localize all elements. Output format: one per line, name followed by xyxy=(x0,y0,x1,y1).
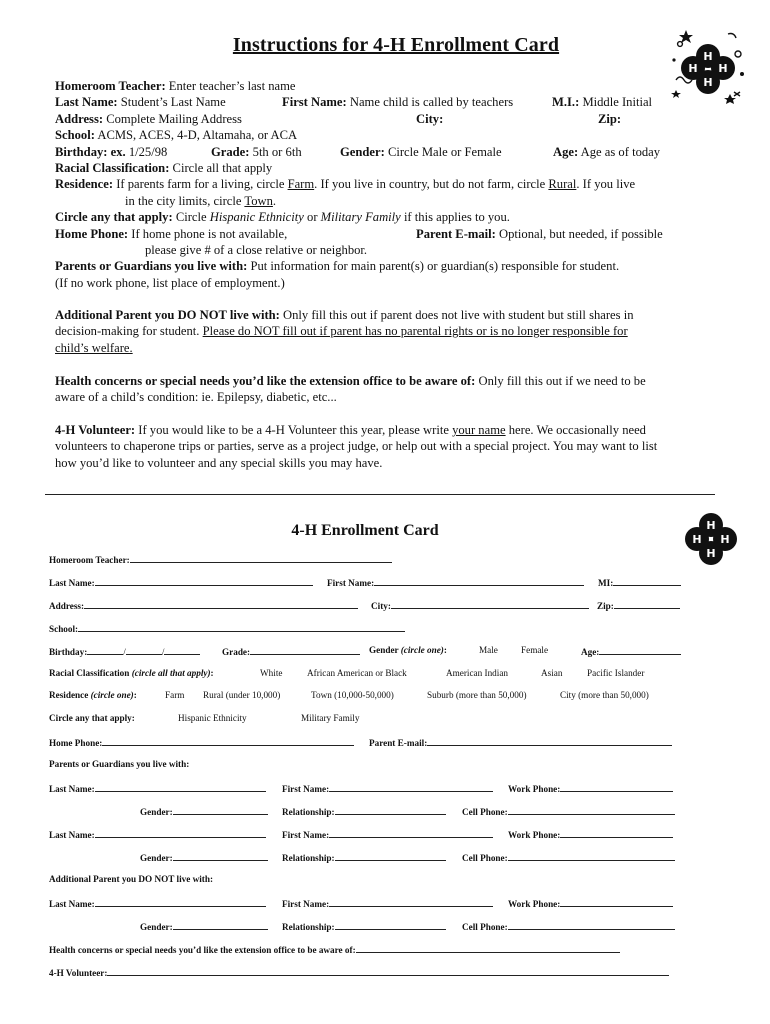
instr-residence: Residence: If parents farm for a living, circle Farm. If you live in country, but do not farm, circle Rural. If you live xyxy=(55,177,636,192)
birth-year-field[interactable] xyxy=(164,645,200,655)
parent2-first-name-field[interactable] xyxy=(329,828,493,838)
instr-parents: Parents or Guardians you live with: Put information for main parent(s) or guardian(s) responsible for student. xyxy=(55,259,620,274)
birth-month-field[interactable] xyxy=(87,645,123,655)
home-phone-field[interactable] xyxy=(102,736,354,746)
city-field[interactable] xyxy=(391,599,589,609)
racial-option-black[interactable]: African American or Black xyxy=(307,668,407,678)
instr-school: School: ACMS, ACES, 4-D, Altamaha, or ACA xyxy=(55,128,298,143)
instr-parents-cont: (If no work phone, list place of employment.) xyxy=(55,275,285,290)
residence-option-town[interactable]: Town (10,000-50,000) xyxy=(311,690,394,700)
section-divider xyxy=(45,494,715,495)
additional-work-phone-field[interactable] xyxy=(560,897,673,907)
last-name-field[interactable] xyxy=(95,576,313,586)
option-military-family[interactable]: Military Family xyxy=(301,713,360,723)
instr-health: Health concerns or special needs you’d like the extension office to be aware of: Only fill this out if we need to be aware of a child’s condition: ie. Epilepsy, diabetic, etc... xyxy=(55,374,646,405)
school-field[interactable] xyxy=(78,622,405,632)
gender-option-female[interactable]: Female xyxy=(521,645,549,655)
instr-additional-parent: Additional Parent you DO NOT live with: Only fill this out if parent does not live with student but still shares in decision-making for student. Please do NOT fill out if parent has no parental rights or is no longer responsible for child’s welfare. xyxy=(55,308,634,355)
instructions-title: Instructions for 4-H Enrollment Card xyxy=(232,34,560,56)
parent1-last-name-field[interactable] xyxy=(95,782,266,792)
svg-text:H: H xyxy=(692,533,702,546)
racial-option-pacific-islander[interactable]: Pacific Islander xyxy=(587,668,645,678)
parent2-cell-phone-field[interactable] xyxy=(508,851,675,861)
svg-text:H: H xyxy=(688,62,698,75)
parent-email-field[interactable] xyxy=(427,736,672,746)
address-field[interactable] xyxy=(84,599,358,609)
svg-text:H: H xyxy=(703,50,713,63)
parent2-work-phone-field[interactable] xyxy=(560,828,673,838)
parent2-last-name-field[interactable] xyxy=(95,828,266,838)
parent2-gender-field[interactable] xyxy=(173,851,268,861)
instr-address: Address: Complete Mailing Address City: Zip: xyxy=(55,111,622,126)
residence-option-farm[interactable]: Farm xyxy=(165,690,185,700)
volunteer-field[interactable] xyxy=(107,966,669,976)
instructions-block xyxy=(55,78,725,291)
zip-field[interactable] xyxy=(614,599,680,609)
svg-text:H: H xyxy=(706,519,716,532)
parent2-relationship-field[interactable] xyxy=(335,851,446,861)
parent1-cell-phone-field[interactable] xyxy=(508,805,675,815)
instr-volunteer: 4-H Volunteer: If you would like to be a 4-H Volunteer this year, please write your name here. We occasionally need volunteers to chaperone trips or parties, serve as a project judge, or help out with a special project. You may want to list how you’d like to volunteer and any special skills you may have. xyxy=(55,423,658,470)
age-field[interactable] xyxy=(599,645,681,655)
mi-field[interactable] xyxy=(613,576,681,586)
instr-racial: Racial Classification: Circle all that apply xyxy=(55,160,273,175)
additional-gender-field[interactable] xyxy=(173,920,268,930)
svg-text:H: H xyxy=(703,76,713,89)
additional-relationship-field[interactable] xyxy=(335,920,446,930)
instr-home-phone: Home Phone: If home phone is not available, Parent E-mail: Optional, but needed, if possible xyxy=(55,226,663,241)
residence-option-city[interactable]: City (more than 50,000) xyxy=(560,690,649,700)
homeroom-teacher-field[interactable] xyxy=(130,553,392,563)
instr-homeroom: Homeroom Teacher: Enter teacher’s last name xyxy=(55,79,296,93)
parent1-gender-field[interactable] xyxy=(173,805,268,815)
birth-day-field[interactable] xyxy=(126,645,162,655)
health-concerns-field[interactable] xyxy=(356,943,620,953)
parent1-work-phone-field[interactable] xyxy=(560,782,673,792)
card-title: 4-H Enrollment Card xyxy=(291,522,439,539)
enrollment-document: H H H H Instructions for 4-H Enrollment Card Homeroom Teacher: Enter teacher’s last name Last Name: Student’s Last Name First Name: Name child is called by teachers M.I.: Middle Initial Address: Complete Mailing Address City: Zip: School: ACMS, ACES, 4-D, Altamaha, or ACA Birthday: ex. 1/25/98 Grade: 5th or 6th Gender: Circle Male or Female Age: Age as of today Racial Classification: Circle all that apply Residence: If parents farm for a living, circle Farm. If you live in country, but do not farm, circle Rural. If you live in the city limits, circle Town. Circle any that apply: Circle Hispanic Ethnicity or Military Family if this applies to you. Home Phone: If home phone is not available, Parent E-mail: Optional, but needed, if possible please give # of a close relative or neighbor. Parents or Guardians you live with: Put information for main parent(s) or guardian(s) responsible for student. (If no work phone, list place of employment.) Additional Parent you DO NOT live with: Only fill this out if parent does not live with student but still shares in decision-making for student. Please do NOT fill out if parent has no parental rights or is no longer responsible for child’s welfare. Health concerns or special needs you’d like the extension office to be aware of: Only fill this out if we need to be aware of a child’s condition: ie. Epilepsy, diabetic, etc... 4-H Volunteer: If you would like to be a 4-H Volunteer this year, please write your name here. We occasionally need volunteers to chaperone trips or parties, serve as a project judge, or help out with a special project. You may want to list how you’d like to volunteer and any special skills you may have. H H H H 4-H Enrollment Card Homeroom Teacher: Last Name: First Name: MI: Address: City: Zip: School: Birthday: / / Grade: Gender (circle one): Male Female Age: Racial Classification (circle all that apply): White African American or Black American Indian Asian Pacific Islander Residence (circle one): Farm Rural (under 10,000) Town (10,000-50,000) Suburb (more than 50,000) City (more than 50,000) Circle any that apply: Hispanic Ethnicity Military Family Home Phone: Parent E-mail: Parents or Guardians you live with: Last Name: First Name: Work Phone: Gender: Relationship: Cell Phone: Last Name: First Name: Work Phone: Gender: Relationship: Cell Phone: Additional Parent you DO NOT live with: Last Name: First Name: Work Phone: Gender: Relationship: Cell Phone: Health concerns or special needs you’d like the extension office to be aware of: 4-H Volunteer: xyxy=(0,0,770,1024)
instr-birthday: Birthday: ex. 1/25/98 Grade: 5th or 6th Gender: Circle Male or Female Age: Age as of today xyxy=(55,144,661,159)
racial-option-american-indian[interactable]: American Indian xyxy=(446,668,508,678)
parent1-relationship-field[interactable] xyxy=(335,805,446,815)
first-name-field[interactable] xyxy=(374,576,584,586)
instr-names: Last Name: Student’s Last Name First Name: Name child is called by teachers M.I.: Middle Initial xyxy=(55,95,653,110)
svg-text:H: H xyxy=(720,533,730,546)
instr-residence-cont: in the city limits, circle Town. xyxy=(125,193,277,208)
svg-text:H: H xyxy=(718,62,728,75)
racial-option-white[interactable]: White xyxy=(260,668,283,678)
residence-option-rural[interactable]: Rural (under 10,000) xyxy=(203,690,281,700)
additional-first-name-field[interactable] xyxy=(329,897,493,907)
grade-field[interactable] xyxy=(250,645,360,655)
instr-circle: Circle any that apply: Circle Hispanic Ethnicity or Military Family if this applies to you. xyxy=(55,210,510,225)
parent1-first-name-field[interactable] xyxy=(329,782,493,792)
additional-last-name-field[interactable] xyxy=(95,897,266,907)
gender-option-male[interactable]: Male xyxy=(479,645,498,655)
option-hispanic-ethnicity[interactable]: Hispanic Ethnicity xyxy=(178,713,247,723)
residence-option-suburb[interactable]: Suburb (more than 50,000) xyxy=(427,690,527,700)
racial-option-asian[interactable]: Asian xyxy=(541,668,563,678)
additional-cell-phone-field[interactable] xyxy=(508,920,675,930)
instr-home-phone-cont: please give # of a close relative or neighbor. xyxy=(145,242,368,257)
svg-text:H: H xyxy=(706,547,716,560)
